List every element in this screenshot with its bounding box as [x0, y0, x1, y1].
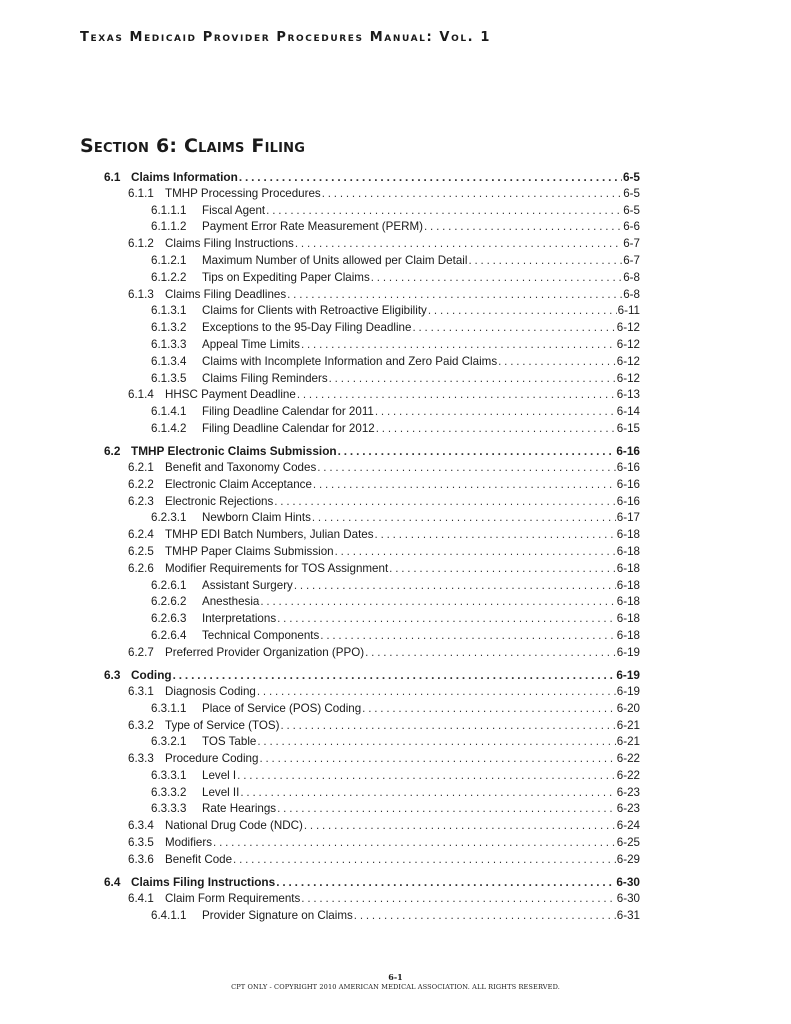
toc-entry-title: Fiscal Agent [202, 203, 266, 217]
toc-entry-number: 6.1.3.3 [151, 337, 187, 351]
toc-entry[interactable] [104, 387, 640, 404]
toc-entry-title: Electronic Claim Acceptance [165, 477, 312, 491]
toc-entry-number: 6.3.3.3 [151, 802, 187, 816]
toc-dot-leader [233, 852, 616, 869]
toc-entry-title: Rate Hearings [202, 802, 277, 816]
toc-entry-number: 6.2.4 [128, 528, 154, 542]
toc-entry-number: 6.2.3.1 [151, 511, 187, 525]
toc-entry-number: 6.2 [104, 444, 121, 459]
toc-entry[interactable] [104, 718, 640, 735]
toc-entry-number: 6.2.6.1 [151, 578, 187, 592]
toc-dot-leader [376, 421, 616, 438]
toc-entry[interactable] [104, 404, 640, 421]
toc-dot-leader [354, 908, 616, 925]
toc-entry-number: 6.1.4.1 [151, 405, 187, 419]
toc-entry[interactable] [104, 801, 640, 818]
toc-entry-number: 6.3.1.1 [151, 701, 187, 715]
toc-entry-number: 6.3.1 [128, 684, 154, 698]
toc-entry-page: 6-16 [616, 444, 640, 459]
toc-entry-page: 6-18 [616, 595, 640, 609]
toc-dot-leader [287, 287, 622, 304]
toc-entry-title: Newborn Claim Hints [202, 511, 311, 525]
toc-entry-title: TOS Table [202, 735, 257, 749]
toc-entry[interactable] [104, 186, 640, 203]
toc-dot-leader [257, 684, 616, 701]
toc-entry-title: Filing Deadline Calendar for 2011 [202, 405, 374, 419]
toc-entry-title: Modifier Requirements for TOS Assignment [165, 561, 389, 575]
toc-entry-page: 6-23 [616, 785, 640, 799]
toc-entry[interactable] [104, 253, 640, 270]
toc-entry[interactable] [104, 169, 640, 186]
toc-entry[interactable] [104, 219, 640, 236]
toc-entry-title: Appeal Time Limits [202, 337, 300, 351]
toc-dot-leader [362, 701, 616, 718]
toc-entry-title: Type of Service (TOS) [165, 718, 280, 732]
toc-entry-page: 6-18 [616, 629, 640, 643]
toc-dot-leader [320, 628, 615, 645]
toc-entry-number: 6.4.1.1 [151, 908, 187, 922]
toc-entry-page: 6-22 [616, 768, 640, 782]
copyright-notice: CPT ONLY - COPYRIGHT 2010 AMERICAN MEDICAL ASSOCIATION. ALL RIGHTS RESERVED. [231, 983, 560, 991]
toc-entry-page: 6-12 [616, 321, 640, 335]
toc-entry-title: Filing Deadline Calendar for 2012 [202, 421, 375, 435]
toc-entry-title: Anesthesia [202, 595, 260, 609]
toc-entry-number: 6.3.3.1 [151, 768, 187, 782]
toc-dot-leader [276, 874, 615, 891]
toc-entry-title: TMHP EDI Batch Numbers, Julian Dates [165, 528, 374, 542]
toc-entry-page: 6-13 [616, 388, 640, 402]
toc-entry-title: Payment Error Rate Measurement (PERM) [202, 220, 423, 234]
toc-entry-number: 6.3.3 [128, 752, 154, 766]
toc-dot-leader [313, 477, 616, 494]
toc-entry-title: TMHP Electronic Claims Submission [131, 444, 337, 459]
toc-entry-number: 6.3.6 [128, 852, 154, 866]
toc-dot-leader [371, 270, 622, 287]
toc-entry-page: 6-7 [623, 253, 640, 267]
toc-entry[interactable] [104, 835, 640, 852]
toc-entry-title: TMHP Processing Procedures [165, 186, 321, 200]
toc-entry-title: National Drug Code (NDC) [165, 819, 303, 833]
toc-entry[interactable] [104, 303, 640, 320]
toc-entry-page: 6-16 [616, 477, 640, 491]
toc-entry-title: Claims Filing Instructions [131, 875, 276, 890]
toc-dot-leader [277, 801, 616, 818]
toc-entry-page: 6-5 [623, 203, 640, 217]
toc-entry-page: 6-29 [616, 852, 640, 866]
toc-entry-page: 6-23 [616, 802, 640, 816]
toc-entry-title: Claims Information [131, 170, 238, 184]
toc-dot-leader [274, 494, 616, 511]
toc-entry-title: Provider Signature on Claims [202, 908, 353, 922]
toc-entry-title: HHSC Payment Deadline [165, 388, 296, 402]
toc-entry-title: Preferred Provider Organization (PPO) [165, 645, 365, 659]
toc-dot-leader [375, 527, 616, 544]
toc-entry-title: Claim Form Requirements [165, 891, 301, 905]
toc-entry[interactable] [104, 527, 640, 544]
toc-entry[interactable] [104, 645, 640, 662]
toc-entry[interactable] [104, 667, 640, 684]
toc-dot-leader [312, 510, 616, 527]
toc-entry-page: 6-12 [616, 371, 640, 385]
toc-entry-number: 6.3 [104, 668, 121, 683]
toc-dot-leader [412, 320, 615, 337]
toc-entry-page: 6-17 [616, 511, 640, 525]
toc-dot-leader [297, 387, 616, 404]
toc-dot-leader [468, 253, 622, 270]
toc-dot-leader [295, 236, 622, 253]
toc-entry-number: 6.2.3 [128, 494, 154, 508]
toc-entry[interactable] [104, 751, 640, 768]
toc-entry-page: 6-24 [616, 819, 640, 833]
toc-entry-number: 6.4 [104, 875, 121, 890]
toc-entry-page: 6-15 [616, 421, 640, 435]
toc-dot-leader [304, 818, 616, 835]
toc-entry-number: 6.1.4.2 [151, 421, 187, 435]
toc-entry-page: 6-12 [616, 337, 640, 351]
toc-entry-title: Procedure Coding [165, 752, 259, 766]
toc-entry[interactable] [104, 852, 640, 869]
toc-entry-title: Claims Filing Deadlines [165, 287, 287, 301]
toc-entry-title: Assistant Surgery [202, 578, 293, 592]
toc-entry[interactable] [104, 594, 640, 611]
toc-entry-number: 6.1.2 [128, 237, 154, 251]
toc-entry-title: Claims with Incomplete Information and Zero Paid Claims [202, 354, 498, 368]
toc-entry-number: 6.1.3 [128, 287, 154, 301]
toc-entry-page: 6-18 [616, 561, 640, 575]
toc-dot-leader [213, 835, 616, 852]
toc-entry-number: 6.1.1 [128, 186, 154, 200]
toc-dot-leader [294, 578, 616, 595]
toc-entry-page: 6-19 [616, 684, 640, 698]
toc-entry-page: 6-11 [617, 304, 640, 318]
toc-entry[interactable] [104, 287, 640, 304]
toc-entry-number: 6.1.3.4 [151, 354, 187, 368]
toc-dot-leader [365, 645, 616, 662]
toc-entry-title: Benefit Code [165, 852, 233, 866]
toc-entry-title: Place of Service (POS) Coding [202, 701, 362, 715]
table-of-contents [104, 169, 640, 925]
toc-entry-page: 6-18 [616, 545, 640, 559]
toc-entry-number: 6.2.6.4 [151, 629, 187, 643]
toc-entry-title: Benefit and Taxonomy Codes [165, 461, 317, 475]
toc-entry[interactable] [104, 494, 640, 511]
toc-entry-number: 6.2.2 [128, 477, 154, 491]
toc-entry-page: 6-20 [616, 701, 640, 715]
toc-dot-leader [277, 611, 616, 628]
toc-entry-title: TMHP Paper Claims Submission [165, 545, 334, 559]
toc-entry-number: 6.1.3.1 [151, 304, 187, 318]
toc-entry-title: Level II [202, 785, 240, 799]
toc-entry-number: 6.1.3.2 [151, 321, 187, 335]
toc-dot-leader [317, 460, 616, 477]
toc-entry[interactable] [104, 785, 640, 802]
toc-entry-number: 6.4.1 [128, 891, 154, 905]
toc-entry[interactable] [104, 477, 640, 494]
toc-entry-page: 6-19 [616, 668, 640, 683]
toc-entry-title: Technical Components [202, 629, 320, 643]
toc-entry-page: 6-21 [616, 735, 640, 749]
toc-entry-number: 6.1.4 [128, 388, 154, 402]
section-title: Section 6: Claims Filing [80, 135, 306, 157]
toc-entry[interactable] [104, 236, 640, 253]
toc-entry-number: 6.2.5 [128, 545, 154, 559]
toc-entry-page: 6-21 [616, 718, 640, 732]
toc-entry-title: Claims Filing Reminders [202, 371, 328, 385]
toc-dot-leader [301, 891, 615, 908]
toc-dot-leader [260, 594, 615, 611]
toc-entry-number: 6.1.1.1 [151, 203, 187, 217]
toc-entry-page: 6-22 [616, 752, 640, 766]
toc-entry[interactable] [104, 684, 640, 701]
toc-entry[interactable] [104, 270, 640, 287]
toc-entry[interactable] [104, 544, 640, 561]
toc-entry-page: 6-14 [616, 405, 640, 419]
toc-entry[interactable] [104, 371, 640, 388]
toc-dot-leader [266, 203, 622, 220]
page-number: 6-1 [388, 972, 403, 982]
toc-dot-leader [237, 768, 616, 785]
toc-entry-title: Maximum Number of Units allowed per Claim Detail [202, 253, 468, 267]
toc-entry-page: 6-8 [623, 287, 640, 301]
toc-entry-page: 6-12 [616, 354, 640, 368]
toc-entry-number: 6.3.5 [128, 836, 154, 850]
toc-dot-leader [338, 443, 616, 460]
toc-dot-leader [301, 337, 616, 354]
toc-entry-title: Level I [202, 768, 237, 782]
toc-entry-number: 6.3.3.2 [151, 785, 187, 799]
toc-dot-leader [389, 561, 616, 578]
toc-entry-title: Exceptions to the 95-Day Filing Deadline [202, 321, 412, 335]
running-header: Texas Medicaid Provider Procedures Manual: Vol. 1 [80, 30, 491, 45]
toc-entry-page: 6-30 [616, 875, 640, 890]
toc-entry-title: Coding [131, 668, 172, 683]
toc-dot-leader [239, 169, 622, 186]
toc-entry[interactable] [104, 578, 640, 595]
toc-entry[interactable] [104, 561, 640, 578]
toc-entry-number: 6.3.2.1 [151, 735, 187, 749]
toc-entry-page: 6-18 [616, 528, 640, 542]
toc-entry-number: 6.2.6.3 [151, 612, 187, 626]
toc-entry-number: 6.3.4 [128, 819, 154, 833]
toc-entry-page: 6-18 [616, 612, 640, 626]
toc-entry-page: 6-31 [616, 908, 640, 922]
toc-entry-page: 6-19 [616, 645, 640, 659]
toc-dot-leader [424, 219, 622, 236]
toc-entry-number: 6.2.1 [128, 461, 154, 475]
toc-entry[interactable] [104, 908, 640, 925]
toc-entry-page: 6-18 [616, 578, 640, 592]
toc-entry[interactable] [104, 421, 640, 438]
toc-entry-page: 6-30 [616, 891, 640, 905]
toc-entry-number: 6.1.3.5 [151, 371, 187, 385]
toc-entry-title: Diagnosis Coding [165, 684, 256, 698]
toc-entry-page: 6-5 [622, 170, 640, 184]
toc-entry-page: 6-6 [623, 220, 640, 234]
toc-dot-leader [173, 667, 616, 684]
toc-entry-title: Modifiers [165, 836, 213, 850]
toc-entry-page: 6-8 [623, 270, 640, 284]
toc-entry-title: Electronic Rejections [165, 494, 274, 508]
toc-entry[interactable] [104, 768, 640, 785]
toc-entry-number: 6.1.2.1 [151, 253, 187, 267]
toc-dot-leader [240, 785, 615, 802]
toc-entry[interactable] [104, 460, 640, 477]
toc-entry-page: 6-5 [623, 186, 640, 200]
toc-entry[interactable] [104, 510, 640, 527]
toc-entry-title: Claims Filing Instructions [165, 237, 294, 251]
toc-entry-number: 6.1.2.2 [151, 270, 187, 284]
toc-entry-page: 6-7 [623, 237, 640, 251]
toc-entry-page: 6-25 [616, 836, 640, 850]
toc-entry[interactable] [104, 337, 640, 354]
toc-entry[interactable] [104, 734, 640, 751]
toc-entry-page: 6-16 [616, 461, 640, 475]
toc-entry-title: Tips on Expediting Paper Claims [202, 270, 370, 284]
toc-dot-leader [428, 303, 617, 320]
toc-dot-leader [329, 371, 616, 388]
toc-entry[interactable] [104, 818, 640, 835]
toc-entry-number: 6.2.6.2 [151, 595, 187, 609]
toc-entry-number: 6.2.7 [128, 645, 154, 659]
toc-dot-leader [259, 751, 615, 768]
toc-entry-page: 6-16 [616, 494, 640, 508]
toc-entry[interactable] [104, 611, 640, 628]
toc-entry-title: Interpretations [202, 612, 277, 626]
toc-entry[interactable] [104, 443, 640, 460]
toc-entry[interactable] [104, 628, 640, 645]
toc-entry-number: 6.3.2 [128, 718, 154, 732]
toc-entry-title: Claims for Clients with Retroactive Eligibility [202, 304, 427, 318]
toc-dot-leader [280, 718, 615, 735]
toc-entry[interactable] [104, 874, 640, 891]
toc-entry[interactable] [104, 203, 640, 220]
page-footer [0, 972, 791, 992]
toc-entry[interactable] [104, 320, 640, 337]
toc-dot-leader [335, 544, 616, 561]
toc-entry[interactable] [104, 701, 640, 718]
toc-dot-leader [322, 186, 623, 203]
toc-entry-number: 6.2.6 [128, 561, 154, 575]
toc-entry[interactable] [104, 354, 640, 371]
toc-entry[interactable] [104, 891, 640, 908]
toc-entry-number: 6.1 [104, 170, 121, 184]
toc-dot-leader [375, 404, 616, 421]
toc-dot-leader [498, 354, 616, 371]
toc-dot-leader [257, 734, 615, 751]
toc-entry-number: 6.1.1.2 [151, 220, 187, 234]
